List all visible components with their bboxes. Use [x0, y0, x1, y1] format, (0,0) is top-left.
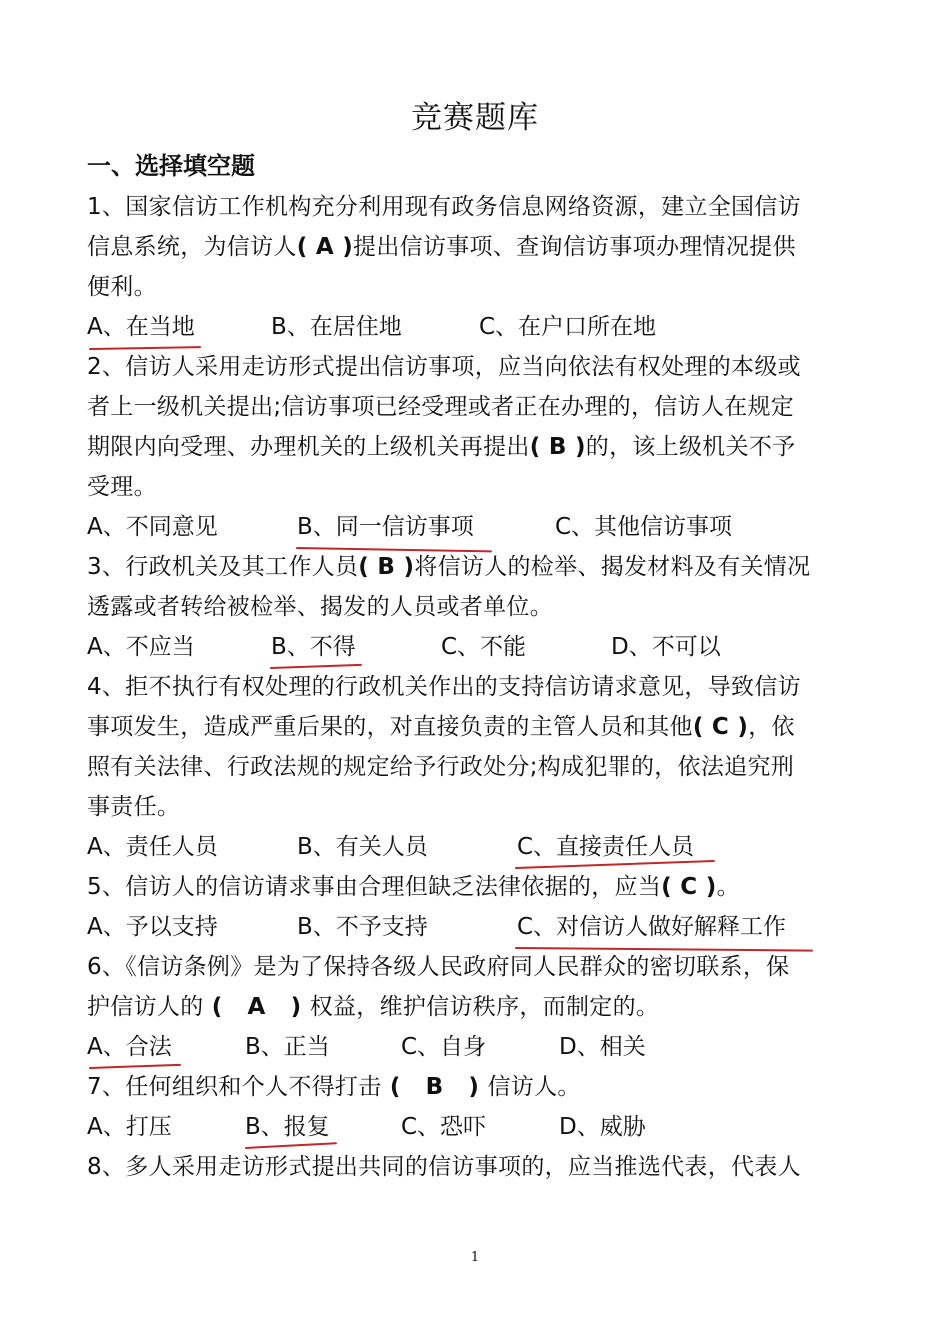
- q6-option-d: D、相关: [559, 1034, 646, 1060]
- q2-line-1: 2、信访人采用走访形式提出信访事项，应当向依法有权处理的本级或: [87, 354, 801, 380]
- section-heading: 一、选择填空题: [87, 152, 255, 180]
- q2-line-3: [87, 427, 795, 467]
- q4-line-2: [87, 707, 795, 747]
- q2-line-4: 受理。: [87, 474, 157, 500]
- q4-line-3: 照有关法律、行政法规的规定给予行政处分;构成犯罪的，依法追究刑: [87, 754, 795, 780]
- q1-option-c: C、在户口所在地: [479, 314, 657, 340]
- q1-line-3: 便利。: [87, 274, 157, 300]
- page-title: 竞赛题库: [411, 100, 539, 136]
- q4-options: [87, 827, 887, 867]
- q7-option-a: A、打压: [87, 1114, 172, 1140]
- q1-options: [87, 307, 887, 347]
- q5-text-cont: 。: [716, 874, 740, 900]
- q4-option-b: B、有关人员: [297, 834, 428, 860]
- q3-answer: ( B ): [358, 554, 415, 580]
- q3-text: 3、行政机关及其工作人员: [87, 554, 359, 580]
- q6-options: [87, 1027, 887, 1067]
- q5-text: 5、信访人的信访请求事由合理但缺乏法律依据的，应当: [87, 874, 662, 900]
- q1-line-2: [87, 227, 796, 267]
- q5-option-b: B、不予支持: [297, 914, 428, 940]
- q4-option-c: C、直接责任人员: [517, 834, 695, 860]
- q6-option-c: C、自身: [401, 1034, 487, 1060]
- q7-text: 7、任何组织和个人不得打击: [87, 1074, 382, 1100]
- q4-line-1: 4、拒不执行有权处理的行政机关作出的支持信访请求意见，导致信访: [87, 674, 801, 700]
- q7-option-b: B、报复: [245, 1114, 330, 1140]
- q8-line-1: 8、多人采用走访形式提出共同的信访事项的，应当推选代表，代表人: [87, 1154, 801, 1180]
- q7-line-1: [87, 1067, 581, 1107]
- q4-line-4: 事责任。: [87, 794, 181, 820]
- q2-text: 期限内向受理、办理机关的上级机关再提出: [87, 434, 530, 460]
- q2-options: [87, 507, 887, 547]
- q4-text-cont: ，依: [748, 714, 795, 740]
- q3-options: [87, 627, 887, 667]
- q1-text: 信息系统，为信访人: [87, 234, 297, 260]
- q7-options: [87, 1107, 887, 1147]
- q5-option-c: C、对信访人做好解释工作: [517, 914, 787, 940]
- q2-option-c: C、其他信访事项: [555, 514, 733, 540]
- q4-text: 事项发生，造成严重后果的，对直接负责的主管人员和其他: [87, 714, 693, 740]
- q3-option-c: C、不能: [441, 634, 527, 660]
- q7-answer: ( B ): [381, 1074, 488, 1100]
- q6-line-2: [87, 987, 659, 1027]
- q6-option-a: A、合法: [87, 1034, 172, 1060]
- q1-answer: ( A ): [296, 234, 354, 260]
- q7-option-c: C、恐吓: [401, 1114, 487, 1140]
- q3-line-1: [87, 547, 810, 587]
- q4-option-a: A、责任人员: [87, 834, 218, 860]
- q1-text-cont: 提出信访事项、查询信访事项办理情况提供: [353, 234, 796, 260]
- q6-text: 护信访人的: [87, 994, 204, 1020]
- q7-text-cont: 信访人。: [487, 1074, 581, 1100]
- q6-answer: ( A ): [203, 994, 310, 1020]
- q7-option-d: D、威胁: [559, 1114, 646, 1140]
- q2-text-cont: 的，该上级机关不予: [585, 434, 796, 460]
- q2-line-2: 者上一级机关提出;信访事项已经受理或者正在办理的，信访人在规定: [87, 394, 795, 420]
- q6-option-b: B、正当: [245, 1034, 330, 1060]
- q6-line-1: 6、《信访条例》是为了保持各级人民政府同人民群众的密切联系，保: [87, 954, 790, 980]
- q6-text-cont: 权益，维护信访秩序，而制定的。: [309, 994, 660, 1020]
- page-number: 1: [470, 1250, 480, 1265]
- q3-option-a: A、不应当: [87, 634, 195, 660]
- q1-line-1: 1、国家信访工作机构充分利用现有政务信息网络资源，建立全国信访: [87, 194, 801, 220]
- q3-option-b: B、不得: [271, 634, 356, 660]
- q5-options: [87, 907, 887, 947]
- q3-option-d: D、不可以: [611, 634, 721, 660]
- q3-text-cont: 将信访人的检举、揭发材料及有关情况: [414, 554, 811, 580]
- q2-option-b: B、同一信访事项: [297, 514, 474, 540]
- q1-option-a: A、在当地: [87, 314, 195, 340]
- q1-option-b: B、在居住地: [271, 314, 402, 340]
- q2-answer: ( B ): [529, 434, 586, 460]
- q5-option-a: A、予以支持: [87, 914, 218, 940]
- q5-answer: ( C ): [661, 874, 717, 900]
- q5-line-1: [87, 867, 740, 907]
- q2-option-a: A、不同意见: [87, 514, 218, 540]
- q4-answer: ( C ): [692, 714, 749, 740]
- q3-line-2: 透露或者转给被检举、揭发的人员或者单位。: [87, 594, 553, 620]
